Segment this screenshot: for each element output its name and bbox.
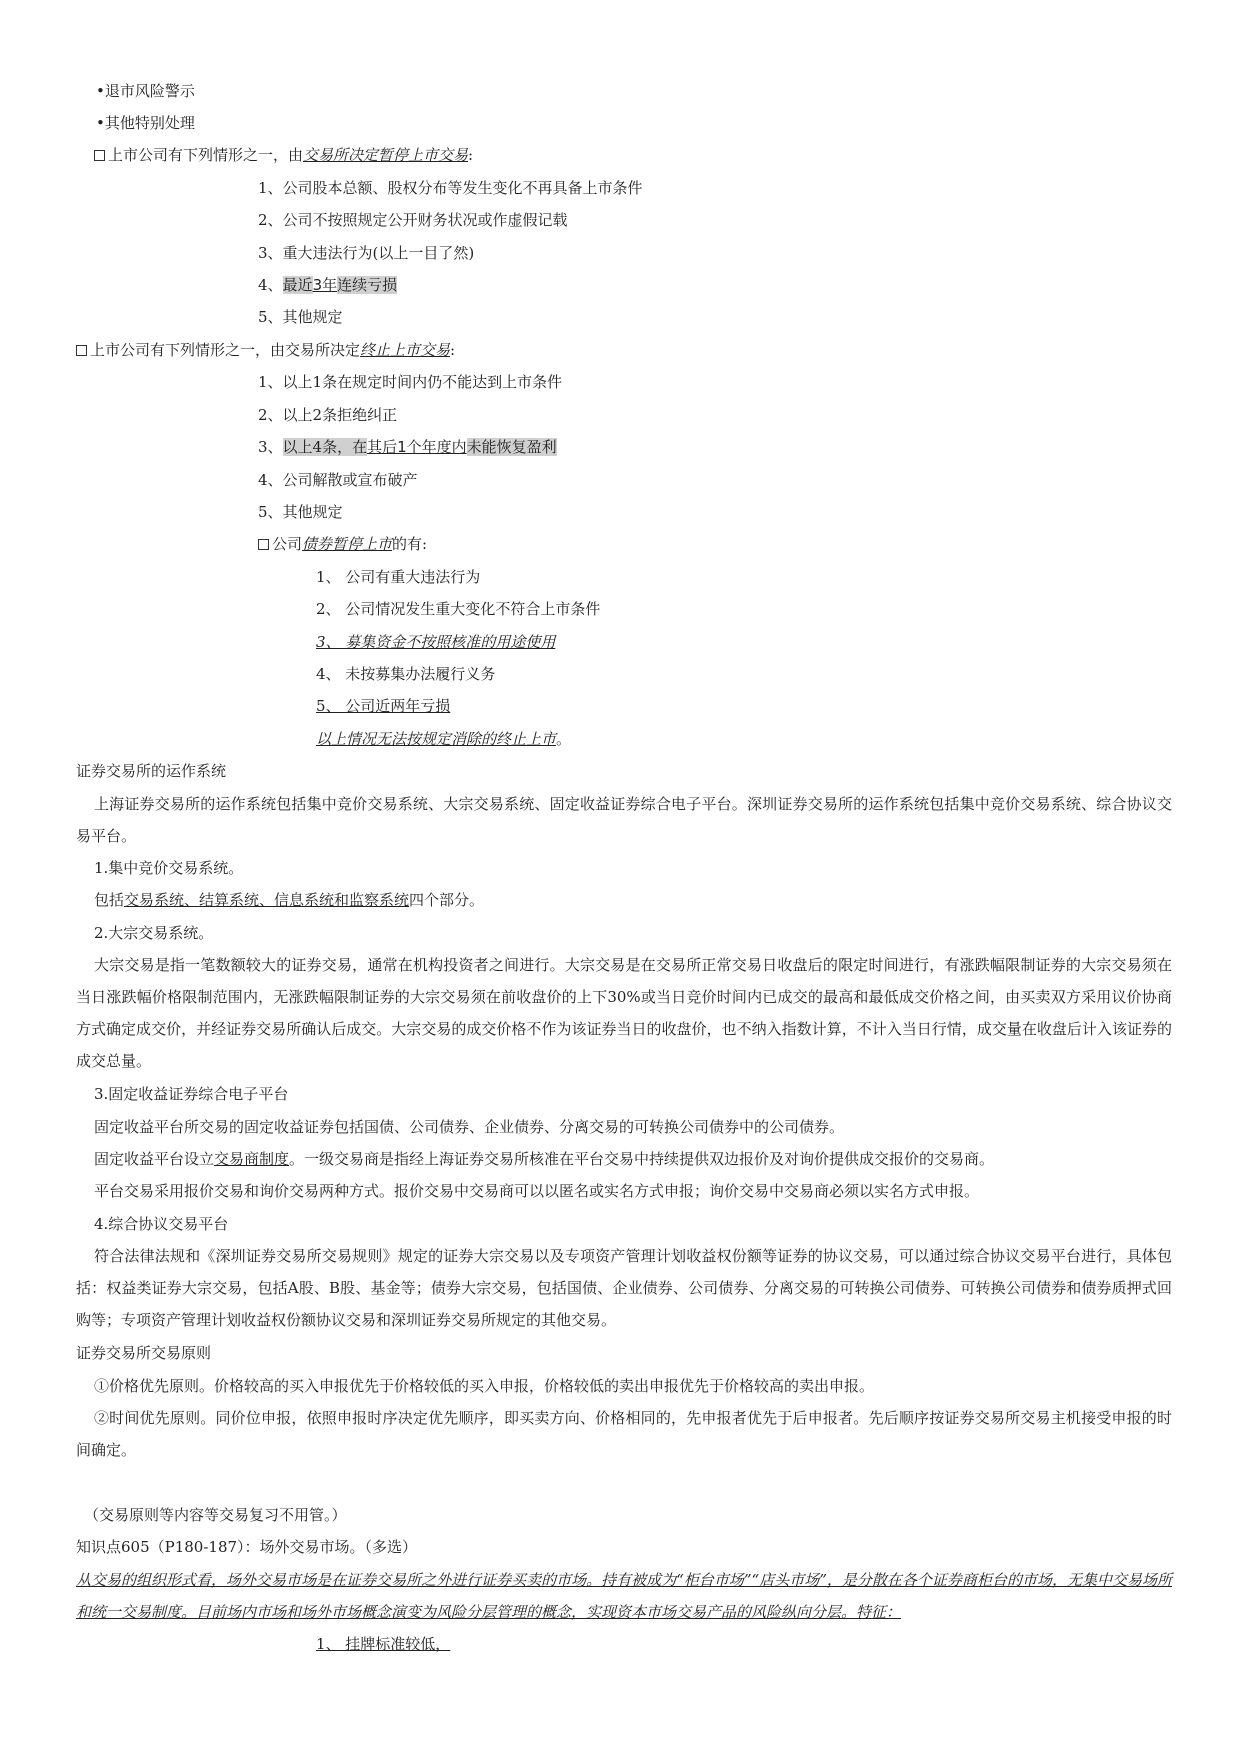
checkbox-icon bbox=[94, 150, 105, 161]
sub2-body: 大宗交易是指一笔数额较大的证券交易，通常在机构投资者之间进行。大宗交易是在交易所正常交易日收盘后的限定时间进行，有涨跌幅限制证券的大宗交易须在当日涨跌幅价格限制范围内，无涨跌幅限制证券的大宗交易须在前收盘价的上下30%或当日竞价时间内已成交的最高和最低成交价格之间，由买卖双方采用议价协商方式确定成交价，并经证券交易所确认后成交。大宗交易的成交价格不作为该证券当日的收盘价，也不纳入指数计算，不计入当日行情，成交量在收盘后计入该证券的成交总量。 bbox=[76, 956, 1172, 1070]
sub3-line-2 bbox=[94, 1148, 994, 1170]
section-title-trading-principles: 证券交易所交易原则 bbox=[76, 1344, 212, 1362]
bond-heading-prefix: 公司 bbox=[272, 535, 303, 553]
bond-item-4: 4、 未按募集办法履行义务 bbox=[316, 665, 496, 683]
bond-item-2: 2、 公司情况发生重大变化不符合上市条件 bbox=[316, 600, 601, 618]
terminate-heading-suffix: : bbox=[450, 341, 456, 359]
checkbox-icon bbox=[76, 345, 87, 356]
review-note: （交易原则等内容等交易复习不用管。） bbox=[84, 1506, 347, 1524]
operating-system-intro: 上海证券交易所的运作系统包括集中竞价交易系统、大宗交易系统、固定收益证券综合电子平台。深圳证券交易所的运作系统包括集中竞价交易系统、综合协议交易平台。 bbox=[76, 795, 1172, 845]
sub1-body bbox=[94, 889, 484, 911]
otc-market-description: 从交易的组织形式看，场外交易市场是在证券交易所之外进行证券买卖的市场。持有被成为“柜台市场”“店头市场”，是分散在各个证券商柜台的市场，无集中交易场所和统一交易制度。目前场内市场和场外市场概念演变为风险分层管理的概念，实现资本市场交易产品的风险纵向分层。特征： bbox=[76, 1571, 1172, 1621]
terminate-heading-prefix: 上市公司有下列情形之一，由交易所决定 bbox=[90, 341, 361, 359]
bond-conclusion-end: 。 bbox=[556, 730, 572, 748]
bullet-delist-warning: •退市风险警示 bbox=[96, 82, 195, 100]
suspend-item-4-num: 4、 bbox=[258, 276, 283, 294]
sub1-suffix: 四个部分。 bbox=[409, 891, 485, 909]
suspend-item-4-b: 3年 bbox=[312, 276, 338, 294]
sub2-title: 2.大宗交易系统。 bbox=[94, 924, 214, 942]
principle-price-priority: ①价格优先原则。价格较高的买入申报优先于价格较低的买入申报，价格较低的卖出申报优先于价格较高的卖出申报。 bbox=[94, 1377, 875, 1395]
suspend-heading-prefix: 上市公司有下列情形之一，由 bbox=[108, 146, 304, 164]
sub1-title: 1.集中竞价交易系统。 bbox=[94, 859, 244, 877]
bond-item-3: 3、 募集资金不按照核准的用途使用 bbox=[316, 633, 556, 651]
section-title-operating-system: 证券交易所的运作系统 bbox=[76, 762, 227, 780]
suspend-item-3: 3、重大违法行为(以上一目了然) bbox=[258, 244, 475, 262]
terminate-item-3 bbox=[258, 436, 557, 458]
terminate-item-2: 2、以上2条拒绝纠正 bbox=[258, 406, 398, 424]
suspend-item-4 bbox=[258, 274, 397, 296]
suspend-heading-suffix: : bbox=[468, 146, 474, 164]
terminate-item-5: 5、其他规定 bbox=[258, 503, 343, 521]
suspend-item-5: 5、其他规定 bbox=[258, 308, 343, 326]
suspend-heading-emphasis: 交易所决定暂停上市交易 bbox=[303, 146, 469, 164]
suspend-item-1: 1、公司股本总额、股权分布等发生变化不再具备上市条件 bbox=[258, 179, 643, 197]
sub3-line-2-emphasis: 交易商制度 bbox=[214, 1150, 290, 1168]
bond-suspend-heading bbox=[258, 533, 427, 555]
sub1-prefix: 包括 bbox=[94, 891, 125, 909]
sub3-line-3: 平台交易采用报价交易和询价交易两种方式。报价交易中交易商可以以匿名或实名方式申报；询价交易中交易商必须以实名方式申报。 bbox=[94, 1182, 980, 1200]
bond-heading-emphasis: 债券暂停上市 bbox=[302, 535, 393, 553]
terminate-item-4: 4、公司解散或宣布破产 bbox=[258, 471, 418, 489]
terminate-heading-emphasis: 终止上市交易 bbox=[360, 341, 451, 359]
checkbox-icon bbox=[258, 539, 269, 550]
terminate-heading bbox=[76, 339, 455, 361]
sub4-body: 符合法律法规和《深圳证券交易所交易规则》规定的证券大宗交易以及专项资产管理计划收益权份额等证券的协议交易，可以通过综合协议交易平台进行，具体包括：权益类证券大宗交易，包括A股、B股、基金等；债券大宗交易，包括国债、企业债券、公司债券、分离交易的可转换公司债券、可转换公司债券和债券质押式回购等；专项资产管理计划收益权份额协议交易和深圳证券交易所规定的其他交易。 bbox=[76, 1247, 1172, 1329]
bond-heading-suffix: 的有: bbox=[392, 535, 428, 553]
terminate-item-1: 1、以上1条在规定时间内仍不能达到上市条件 bbox=[258, 373, 563, 391]
knowledge-point-title: 知识点605（P180-187）：场外交易市场。（多选） bbox=[76, 1538, 418, 1556]
principle-time-priority: ②时间优先原则。同价位申报，依照申报时序决定优先顺序，即买卖方向、价格相同的，先申报者优先于后申报者。先后顺序按证券交易所交易主机接受申报的时间确定。 bbox=[76, 1409, 1172, 1459]
terminate-item-3-b: 其后1个年度内 bbox=[367, 438, 467, 456]
bond-item-5: 5、 公司近两年亏损 bbox=[316, 697, 451, 715]
bullet-other-treatment: •其他特别处理 bbox=[96, 114, 195, 132]
bond-conclusion bbox=[316, 728, 571, 750]
sub1-emphasis: 交易系统、结算系统、信息系统和监察系统 bbox=[124, 891, 410, 909]
suspend-item-2: 2、公司不按照规定公开财务状况或作虚假记载 bbox=[258, 211, 568, 229]
sub3-line-2-suffix: 。一级交易商是指经上海证券交易所核准在平台交易中持续提供双边报价及对询价提供成交报价的交易商。 bbox=[289, 1150, 995, 1168]
suspend-item-4-c: 连续亏损 bbox=[337, 276, 398, 294]
sub4-title: 4.综合协议交易平台 bbox=[94, 1215, 229, 1233]
otc-feature-1: 1、 挂牌标准较低， bbox=[316, 1635, 451, 1653]
suspend-item-4-a: 最近 bbox=[282, 276, 313, 294]
terminate-item-3-num: 3、 bbox=[258, 438, 283, 456]
bond-item-1: 1、 公司有重大违法行为 bbox=[316, 568, 481, 586]
sub3-title: 3.固定收益证券综合电子平台 bbox=[94, 1085, 289, 1103]
suspend-heading bbox=[94, 144, 473, 166]
bond-conclusion-text: 以上情况无法按规定消除的终止上市 bbox=[316, 730, 557, 748]
terminate-item-3-a: 以上4条，在 bbox=[282, 438, 368, 456]
sub3-line-2-prefix: 固定收益平台设立 bbox=[94, 1150, 215, 1168]
terminate-item-3-c: 未能恢复盈利 bbox=[466, 438, 557, 456]
sub3-line-1: 固定收益平台所交易的固定收益证券包括国债、公司债券、企业债券、分离交易的可转换公司债券中的公司债券。 bbox=[94, 1118, 845, 1136]
